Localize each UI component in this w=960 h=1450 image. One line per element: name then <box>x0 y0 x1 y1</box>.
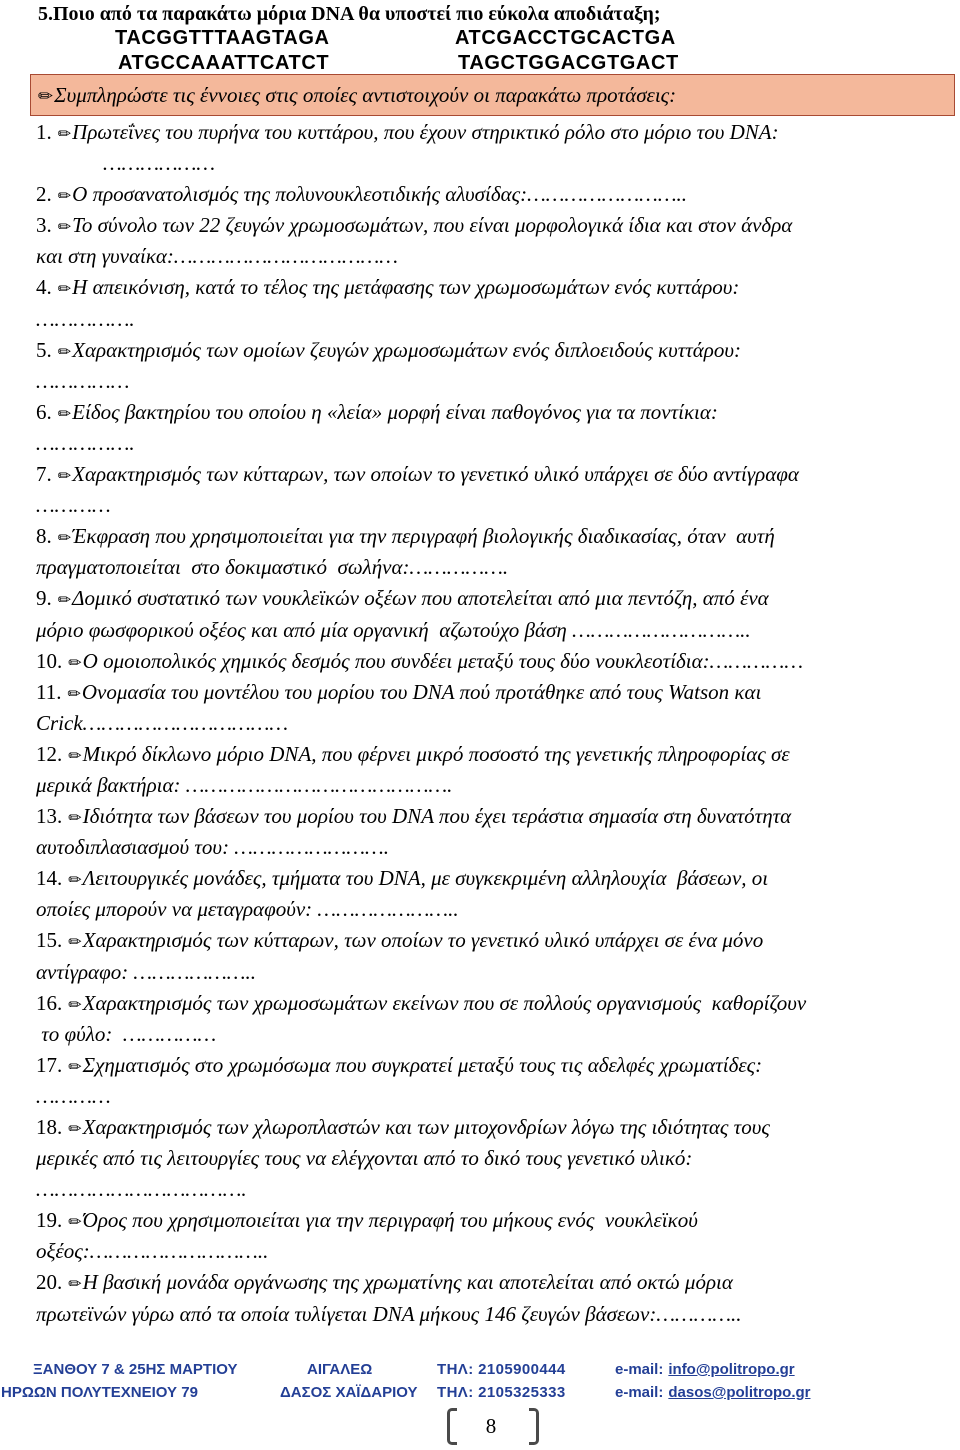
item-line <box>36 272 952 303</box>
answer-line: οποίες μπορούν να μεταγραφούν: ………………….. <box>36 897 459 922</box>
footer-phone: ΤΗΛ: 2105900444 <box>437 1361 566 1378</box>
item-line <box>36 583 952 614</box>
item-line <box>36 646 952 677</box>
answer-line: αυτοδιπλασιασμού του: ……………………. <box>36 835 389 860</box>
item-7 <box>36 459 952 521</box>
page-number: 8 <box>485 1414 497 1438</box>
item-number: 9. <box>36 586 52 611</box>
answer-line: και στη γυναίκα:……………………………… <box>36 244 398 269</box>
item-18 <box>36 1112 952 1205</box>
pencil-icon <box>38 86 53 106</box>
item-19 <box>36 1205 952 1267</box>
item-number: 7. <box>36 462 52 487</box>
answer-line: αντίγραφο: ……………….. <box>36 959 256 984</box>
pencil-icon <box>58 188 71 205</box>
dna-sequence-option: TAGCTGGACGTGACT <box>458 52 679 74</box>
pencil-icon <box>68 655 81 672</box>
item-number: 14. <box>36 866 63 891</box>
question-title: 5.Ποιο από τα παρακάτω μόρια DNA θα υποστεί πιο εύκολα αποδιάταξη; <box>38 3 661 25</box>
pencil-icon <box>67 686 80 703</box>
pencil-icon <box>68 810 81 827</box>
item-5 <box>36 335 952 397</box>
item-line <box>36 397 952 428</box>
item-10 <box>36 646 952 677</box>
item-number: 4. <box>36 275 52 300</box>
item-11 <box>36 677 952 739</box>
item-number: 3. <box>36 213 52 238</box>
answer-line: το φύλο: …………… <box>36 1021 217 1046</box>
answer-line: οξέος:……………………….. <box>36 1239 269 1264</box>
item-number: 6. <box>36 399 52 424</box>
item-14 <box>36 863 952 925</box>
item-13 <box>36 801 952 863</box>
pencil-icon <box>58 281 71 298</box>
answer-line: πραγματοποιείται στο δοκιμαστικό σωλήνα:……………. <box>36 555 509 580</box>
answer-line: ……………………………. <box>36 1177 247 1202</box>
item-text: Χαρακτηρισμός των κύτταρων, των οποίων το γενετικό υλικό υπάρχει σε δύο αντίγραφα <box>72 462 799 487</box>
answer-line: ……………… <box>103 151 216 176</box>
item-6 <box>36 397 952 459</box>
answer-line: πρωτεϊνών γύρω από τα οποία τυλίγεται DNA μήκους 146 ζευγών βάσεων:………….. <box>36 1301 742 1326</box>
item-number: 16. <box>36 990 63 1015</box>
pencil-icon <box>58 126 71 143</box>
pencil-icon <box>68 1276 81 1293</box>
item-line <box>36 1112 952 1143</box>
footer-address: ΗΡΩΩΝ ΠΟΛΥΤΕΧΝΕΙΟΥ 79 <box>1 1384 198 1401</box>
item-text: Χαρακτηρισμός των χλωροπλαστών και των μιτοχονδρίων λόγω της ιδιότητας τους <box>82 1115 770 1139</box>
pencil-icon <box>68 934 81 951</box>
item-number: 8. <box>36 524 52 549</box>
item-line <box>36 1205 952 1236</box>
item-number: 15. <box>36 928 63 953</box>
answer-line: ……………. <box>36 430 135 455</box>
instruction-text: Συμπληρώστε τις έννοιες στις οποίες αντιστοιχούν οι παρακάτω προτάσεις: <box>54 83 677 107</box>
item-text: Η απεικόνιση, κατά το τέλος της μετάφασης των χρωμοσωμάτων ενός κυττάρου: <box>72 275 740 300</box>
footer-email <box>615 1360 795 1380</box>
pencil-icon <box>58 344 71 361</box>
item-15 <box>36 925 952 987</box>
pencil-icon <box>58 406 71 423</box>
item-text: Δομικό συστατικό των νουκλεϊκών οξέων που αποτελείται από μια πεντόζη, από ένα <box>72 586 769 611</box>
item-line <box>36 1050 952 1081</box>
email-label: e-mail: <box>615 1361 664 1378</box>
pencil-icon <box>68 997 81 1014</box>
item-number: 5. <box>36 337 52 362</box>
item-text: Ο ομοιοπολικός χημικός δεσμός που συνδέει μεταξύ τους δύο νουκλεοτίδια:…………… <box>82 648 804 673</box>
item-line <box>36 1267 952 1298</box>
email-label: e-mail: <box>615 1384 664 1401</box>
item-line <box>36 925 952 956</box>
item-number: 20. <box>36 1270 63 1295</box>
item-number: 17. <box>36 1052 63 1077</box>
footer-email <box>615 1383 811 1403</box>
page-number-left-bracket <box>447 1408 457 1445</box>
item-line <box>36 988 952 1019</box>
item-text: Είδος βακτηρίου του οποίου η «λεία» μορφή είναι παθογόνος για τα ποντίκια: <box>72 399 718 424</box>
instruction-box <box>30 74 955 116</box>
item-line <box>36 739 952 770</box>
item-9 <box>36 583 952 645</box>
item-text: Σχηματισμός στο χρωμόσωμα που συγκρατεί μεταξύ τους τις αδελφές χρωματίδες: <box>82 1052 763 1077</box>
pencil-icon <box>58 219 71 236</box>
item-number: 11. <box>36 679 62 704</box>
item-text: Χαρακτηρισμός των κύτταρων, των οποίων το γενετικό υλικό υπάρχει σε ένα μόνο <box>82 928 764 953</box>
item-line <box>36 863 952 894</box>
footer-row-aigaleo <box>0 1360 960 1380</box>
item-number: 10. <box>36 648 63 673</box>
pencil-icon <box>68 1059 81 1076</box>
item-16 <box>36 988 952 1050</box>
item-20 <box>36 1267 952 1329</box>
item-text: Ο προσανατολισμός της πολυνουκλεοτιδικής αλυσίδας:…………………….. <box>72 182 688 207</box>
footer-address: ΞΑΝΘΟΥ 7 & 25ΗΣ ΜΑΡΤΙΟΥ <box>33 1361 238 1378</box>
item-text: Η βασική μονάδα οργάνωσης της χρωματίνης και αποτελείται από οκτώ μόρια <box>82 1270 733 1295</box>
dna-sequence-option: ATCGACCTGCACTGA <box>455 27 676 49</box>
item-number: 12. <box>36 741 63 766</box>
dna-sequence-option: ATGCCAAATTCATCT <box>118 52 330 74</box>
footer-area: ΑΙΓΑΛΕΩ <box>307 1361 373 1378</box>
item-number: 1. <box>36 120 52 144</box>
pencil-icon <box>68 1121 81 1138</box>
item-4 <box>36 272 952 334</box>
pencil-icon <box>68 872 81 889</box>
item-number: 2. <box>36 182 52 207</box>
answer-line: ………… <box>36 493 111 518</box>
page-number-right-bracket <box>529 1408 539 1445</box>
item-text: Ονομασία του μοντέλου του μορίου του DNA πού προτάθηκε από τους Watson και <box>81 679 762 704</box>
item-line <box>36 459 952 490</box>
answer-line: Crick…………………………… <box>36 710 289 735</box>
item-text-continued: μερικές από τις λειτουργίες τους να ελέγχονται από το δικό τους γενετικό υλικό: <box>36 1146 693 1171</box>
answer-line: ………… <box>36 1083 111 1108</box>
email-link[interactable]: info@politropo.gr <box>668 1361 795 1378</box>
item-line <box>36 335 952 366</box>
item-2 <box>36 179 952 210</box>
item-1 <box>36 117 952 179</box>
item-text: Το σύνολο των 22 ζευγών χρωμοσωμάτων, που είναι μορφολογικά ίδια και στον άνδρα <box>72 213 793 238</box>
item-number: 19. <box>36 1208 63 1233</box>
dna-sequence-option: TACGGTTTAAGTAGA <box>115 27 330 49</box>
item-text: Έκφραση που χρησιμοποιείται για την περιγραφή βιολογικής διαδικασίας, όταν αυτή <box>72 524 775 549</box>
item-text: Όρος που χρησιμοποιείται για την περιγραφή του μήκους ενός νουκλεϊκού <box>82 1208 698 1233</box>
item-number: 18. <box>36 1115 63 1139</box>
pencil-icon <box>58 468 71 485</box>
item-text: Πρωτεΐνες του πυρήνα του κυττάρου, που έχουν στηρικτικό ρόλο στο μόριο του DNA: <box>72 120 779 144</box>
item-line <box>36 801 952 832</box>
item-3 <box>36 210 952 272</box>
item-text: Μικρό δίκλωνο μόριο DNA, που φέρνει μικρό ποσοστό της γενετικής πληροφορίας σε <box>82 741 790 766</box>
item-line <box>36 210 952 241</box>
item-text: Ιδιότητα των βάσεων του μορίου του DNA που έχει τεράστια σημασία στη δυνατότητα <box>82 804 792 829</box>
item-text: Χαρακτηρισμός των χρωμοσωμάτων εκείνων που σε πολλούς οργανισμούς καθορίζουν <box>82 990 807 1015</box>
pencil-icon <box>58 592 71 609</box>
item-line <box>36 677 952 708</box>
item-number: 13. <box>36 804 63 829</box>
item-line <box>36 521 952 552</box>
fill-in-list <box>36 117 952 1330</box>
footer-row-dasos <box>0 1383 960 1403</box>
item-text: Λειτουργικές μονάδες, τμήματα του DNA, με συγκεκριμένη αλληλουχία βάσεων, οι <box>82 866 769 891</box>
pencil-icon <box>58 530 71 547</box>
answer-line: …………… <box>36 368 130 393</box>
item-text: Χαρακτηρισμός των ομοίων ζευγών χρωμοσωμάτων ενός διπλοειδούς κυττάρου: <box>72 337 741 362</box>
answer-line: ……………. <box>36 306 135 331</box>
item-12 <box>36 739 952 801</box>
item-8 <box>36 521 952 583</box>
pencil-icon <box>68 1214 81 1231</box>
footer-phone: ΤΗΛ: 2105325333 <box>437 1384 566 1401</box>
footer-area: ΔΑΣΟΣ ΧΑΪΔΑΡΙΟΥ <box>280 1384 418 1401</box>
pencil-icon <box>68 748 81 765</box>
item-line <box>36 179 952 210</box>
answer-line: μερικά βακτήρια: ……………………………………. <box>36 772 453 797</box>
answer-line: μόριο φωσφορικού οξέος και από μία οργανική αζωτούχο βάση ……………………….. <box>36 617 751 642</box>
item-line <box>36 117 952 148</box>
email-link[interactable]: dasos@politropo.gr <box>668 1384 811 1401</box>
item-17 <box>36 1050 952 1112</box>
